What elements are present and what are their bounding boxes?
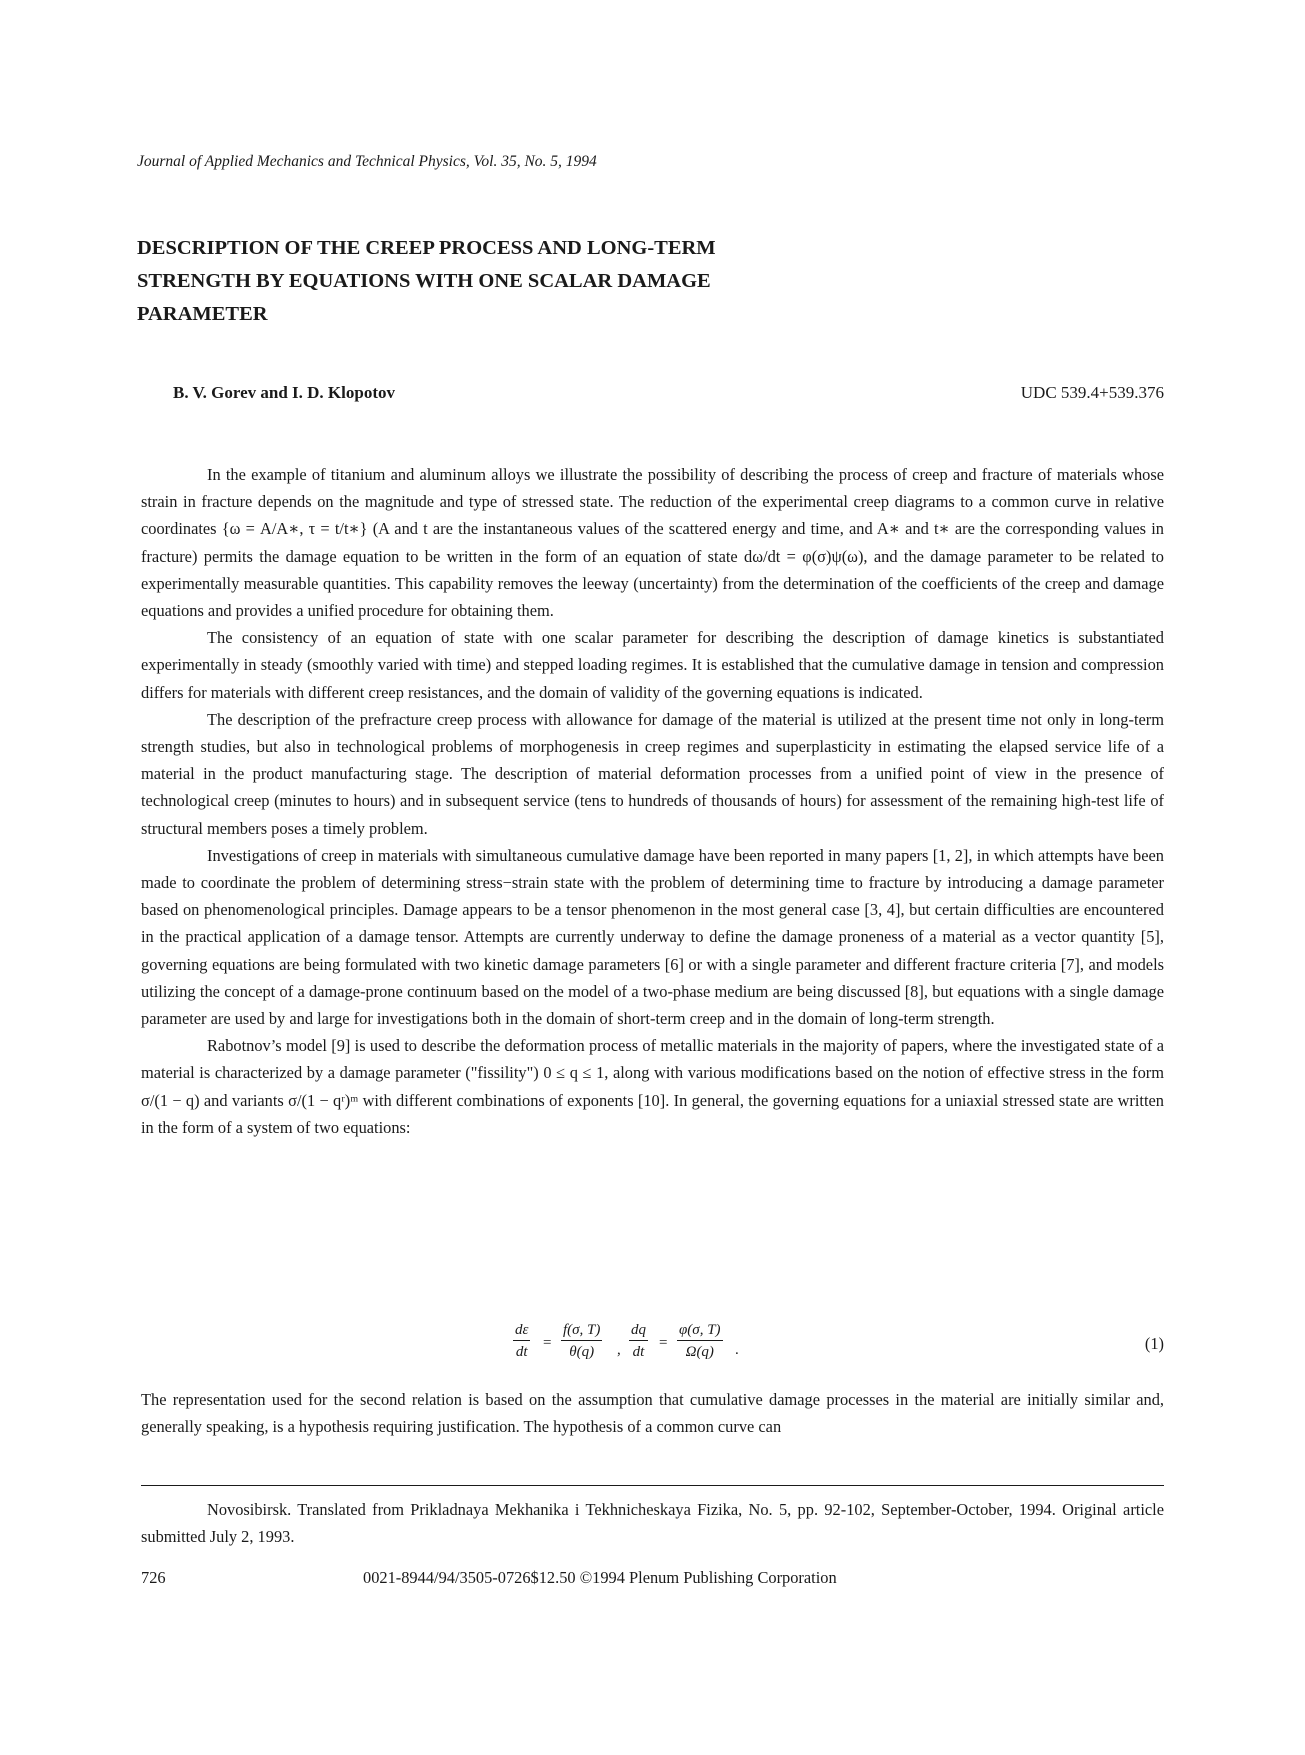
article-body xyxy=(141,461,1164,1141)
denominator: Ω(q) xyxy=(685,1344,714,1360)
udc-code: UDC 539.4+539.376 xyxy=(1020,383,1164,402)
title-line: PARAMETER xyxy=(137,303,268,325)
equation-1 xyxy=(141,1318,1164,1374)
denominator: dt xyxy=(632,1344,645,1360)
numerator: dε xyxy=(513,1322,530,1341)
denominator: dt xyxy=(515,1344,528,1360)
fraction-dq-dt xyxy=(629,1322,648,1361)
equation-body xyxy=(141,1318,1164,1374)
period: . xyxy=(735,1342,739,1358)
numerator: dq xyxy=(629,1322,648,1341)
denominator: θ(q) xyxy=(569,1344,595,1360)
equation-number: (1) xyxy=(1144,1334,1164,1353)
title-line: DESCRIPTION OF THE CREEP PROCESS AND LONG-TERM xyxy=(137,237,716,259)
body-paragraph: The consistency of an equation of state with one scalar parameter for describing the description of damage kinetics is substantiated experimentally in steady (smoothly varied with time) and stepped loading regimes. It is established that the cumulative damage in tension and compression differs for materials with different creep resistances, and the domain of validity of the governing equations is indicated. xyxy=(141,628,1164,702)
equals-sign: = xyxy=(659,1335,668,1351)
body-paragraph: Rabotnov’s model [9] is used to describe the deformation process of metallic materials in the majority of papers, where the investigated state of a material is characterized by a damage parameter ("fissility") 0 ≤ q ≤ 1, along with various modifications based on the notion of effective stress in the form σ/(1 − q) and variants σ/(1 − qʳ)ᵐ with different combinations of exponents [10]. In general, the governing equations for a uniaxial stressed state are written in the form of a system of two equations: xyxy=(141,1036,1164,1137)
body-paragraph: The representation used for the second relation is based on the assumption that cumulative damage processes in the material are initially similar and, generally speaking, is a hypothesis requiring justification. The hypothesis of a common curve can xyxy=(141,1390,1164,1437)
footnote-text: Novosibirsk. Translated from Prikladnaya Mekhanika i Tekhnicheskaya Fizika, No. 5, pp. 92-102, September-October, 1994. Original article submitted July 2, 1993. xyxy=(141,1500,1164,1547)
copyright-line: 0021-8944/94/3505-0726$12.50 ©1994 Plenum Publishing Corporation xyxy=(363,1568,837,1587)
equals-sign: = xyxy=(543,1335,552,1351)
footnote-divider xyxy=(141,1485,1164,1486)
article-title xyxy=(137,232,837,331)
body-paragraph: The description of the prefracture creep process with allowance for damage of the material is utilized at the present time not only in long-term strength studies, but also in technological problems of morphogenesis in creep regimes and superplasticity in estimating the elapsed service life of a material in the product manufacturing stage. The description of material deformation processes from a unified point of view in the presence of technological creep (minutes to hours) and in subsequent service (tens to hundreds of thousands of hours) for assessment of the remaining high-test life of structural members poses a timely problem. xyxy=(141,709,1164,838)
journal-citation: Journal of Applied Mechanics and Technical Physics, Vol. 35, No. 5, 1994 xyxy=(137,153,597,170)
comma: , xyxy=(617,1342,621,1358)
abstract-paragraph: In the example of titanium and aluminum alloys we illustrate the possibility of describing the process of creep and fracture of materials whose strain in fracture depends on the magnitude and type of stressed state. The reduction of the experimental creep diagrams to a common curve in relative coordinates {ω = A/A∗, τ = t/t∗} (A and t are the instantaneous values of the scattered energy and time, and A∗ and t∗ are the corresponding values in fracture) permits the damage equation to be written in the form of an equation of state dω/dt = φ(σ)ψ(ω), and the damage parameter to be related to experimentally measurable quantities. This capability removes the leeway (uncertainty) from the determination of the coefficients of the creep and damage equations and provides a unified procedure for obtaining them. xyxy=(141,465,1164,621)
continuation-text xyxy=(141,1386,1164,1440)
page-number: 726 xyxy=(141,1568,166,1587)
body-paragraph: Investigations of creep in materials with simultaneous cumulative damage have been reported in many papers [1, 2], in which attempts have been made to coordinate the problem of determining stress−strain state with the problem of determining time to fracture by introducing a damage parameter based on phenomenological principles. Damage appears to be a tensor phenomenon in the most general case [3, 4], but certain difficulties are encountered in the practical application of a damage tensor. Attempts are currently underway to define the damage proneness of a material as a vector quantity [5], governing equations are being formulated with two kinetic damage parameters [6] or with a single parameter and different fracture criteria [7], and models utilizing the concept of a damage-prone continuum based on the model of a two-phase medium are being discussed [8], but equations with a single damage parameter are used by and large for investigations both in the domain of short-term creep and in the domain of long-term strength. xyxy=(141,845,1164,1029)
authors: B. V. Gorev and I. D. Klopotov xyxy=(173,383,395,402)
title-line: STRENGTH BY EQUATIONS WITH ONE SCALAR DAMAGE xyxy=(137,270,711,292)
fraction-f-theta xyxy=(561,1322,602,1361)
footnote xyxy=(141,1496,1164,1550)
numerator: φ(σ, T) xyxy=(677,1322,723,1341)
fraction-deps-dt xyxy=(513,1322,530,1361)
numerator: f(σ, T) xyxy=(561,1322,602,1341)
fraction-phi-omega xyxy=(677,1322,723,1361)
